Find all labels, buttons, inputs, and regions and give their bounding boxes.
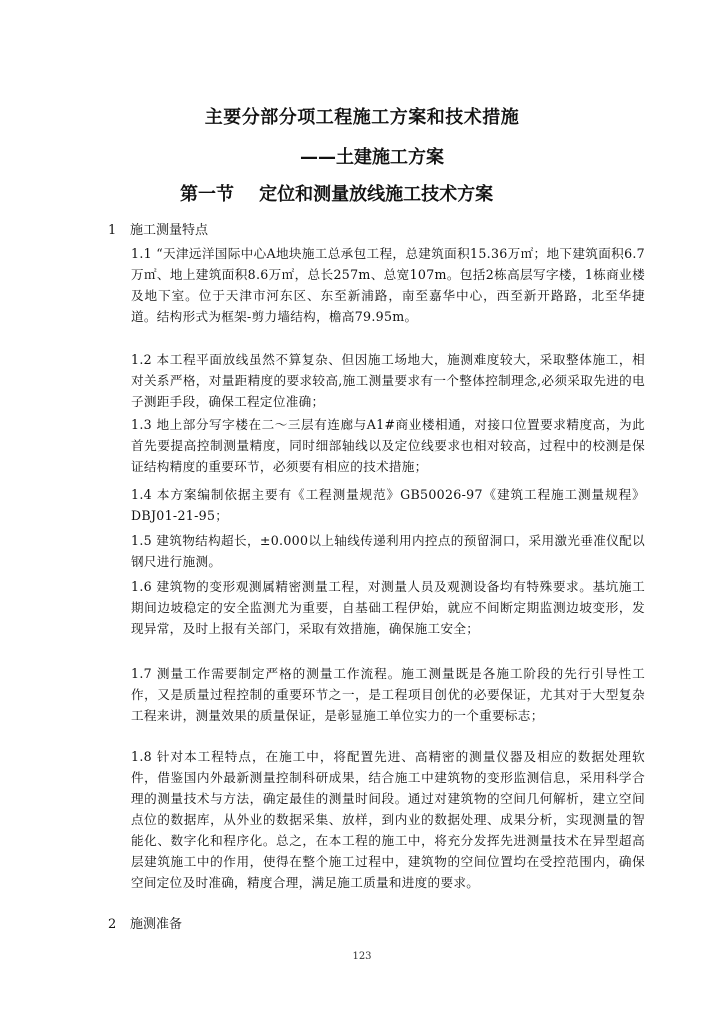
paragraph-1-5: 1.5 建筑物结构超长，±0.000以上轴线传递利用内控点的预留洞口，采用激光垂准仪配以钢尺进行施测。 <box>131 533 645 569</box>
paragraph-1-7: 1.7 测量工作需要制定严格的测量工作流程。施工测量既是各施工阶段的先行引导性工作，又是质量过程控制的重要环节之一，是工程项目创优的必要保证，尤其对于大型复杂工程来讲，测量效果的质量保证，是彰显施工单位实力的一个重要标志； <box>131 666 645 723</box>
document-title: 主要分部分项工程施工方案和技术措施 <box>204 107 520 128</box>
paragraph-1-8: 1.8 针对本工程特点，在施工中，将配置先进、高精密的测量仪器及相应的数据处理软件，借鉴国内外最新测量控制科研成果，结合施工中建筑物的变形监测信息，采用科学合理的测量技术与方法，确定最佳的测量时间段。通过对建筑物的空间几何解析，建立空间点位的数据库，从外业的数据采集、放样，到内业的数据处理、成果分析，实现测量的智能化、数字化和程序化。总之，在本工程的施工中，将充分发挥先进测量技术在异型超高层建筑施工中的作用，使得在整个施工过程中，建筑物的空间位置均在受控范围内，确保空间定位及时准确，精度合理，满足施工质量和进度的要求。 <box>131 749 645 890</box>
section-1-heading <box>108 219 208 238</box>
section-title: 施测准备 <box>130 917 183 932</box>
document-subtitle: ——土建施工方案 <box>300 147 444 168</box>
section-2-heading <box>108 913 182 932</box>
paragraph-1-2: 1.2 本工程平面放线虽然不算复杂、但因施工场地大，施测难度较大，采取整体施工，相对关系严格，对量距精度的要求较高,施工测量要求有一个整体控制理念,必须采取先进的电子测距手段，确保工程定位准确； <box>131 352 645 409</box>
paragraph-1-4: 1.4 本方案编制依据主要有《工程测量规范》GB50026-97《建筑工程施工测量规程》DBJ01-21-95； <box>131 487 645 523</box>
section-title: 施工测量特点 <box>130 223 209 238</box>
paragraph-1-3: 1.3 地上部分写字楼在二～三层有连廊与A1#商业楼相通，对接口位置要求精度高，为此首先要提高控制测量精度，同时细部轴线以及定位线要求也相对较高，过程中的校测是保证结构精度的重要环节，必须要有相应的技术措施； <box>131 417 645 474</box>
paragraph-1-6: 1.6 建筑物的变形观测属精密测量工程，对测量人员及观测设备均有特殊要求。基坑施工期间边坡稳定的安全监测尤为重要，自基础工程伊始，就应不间断定期监测边坡变形，发现异常，及时上报有关部门，采取有效措施，确保施工安全； <box>131 579 645 636</box>
section-number: 2 <box>108 917 117 932</box>
page-number: 123 <box>352 951 372 962</box>
paragraph-1-1: 1.1 “天津远洋国际中心A地块施工总承包工程，总建筑面积15.36万㎡；地下建筑面积6.7万㎡、地上建筑面积8.6万㎡，总长257m、总宽107m。包括2栋高层写字楼，1栋商业楼及地下室。位于天津市河东区、东至新浦路，南至嘉华中心，西至新开路路，北至华捷道。结构形式为框架-剪力墙结构，檐高79.95m。 <box>131 246 645 324</box>
section-heading: 第一节 定位和测量放线施工技术方案 <box>180 184 494 205</box>
section-number: 1 <box>108 223 117 238</box>
